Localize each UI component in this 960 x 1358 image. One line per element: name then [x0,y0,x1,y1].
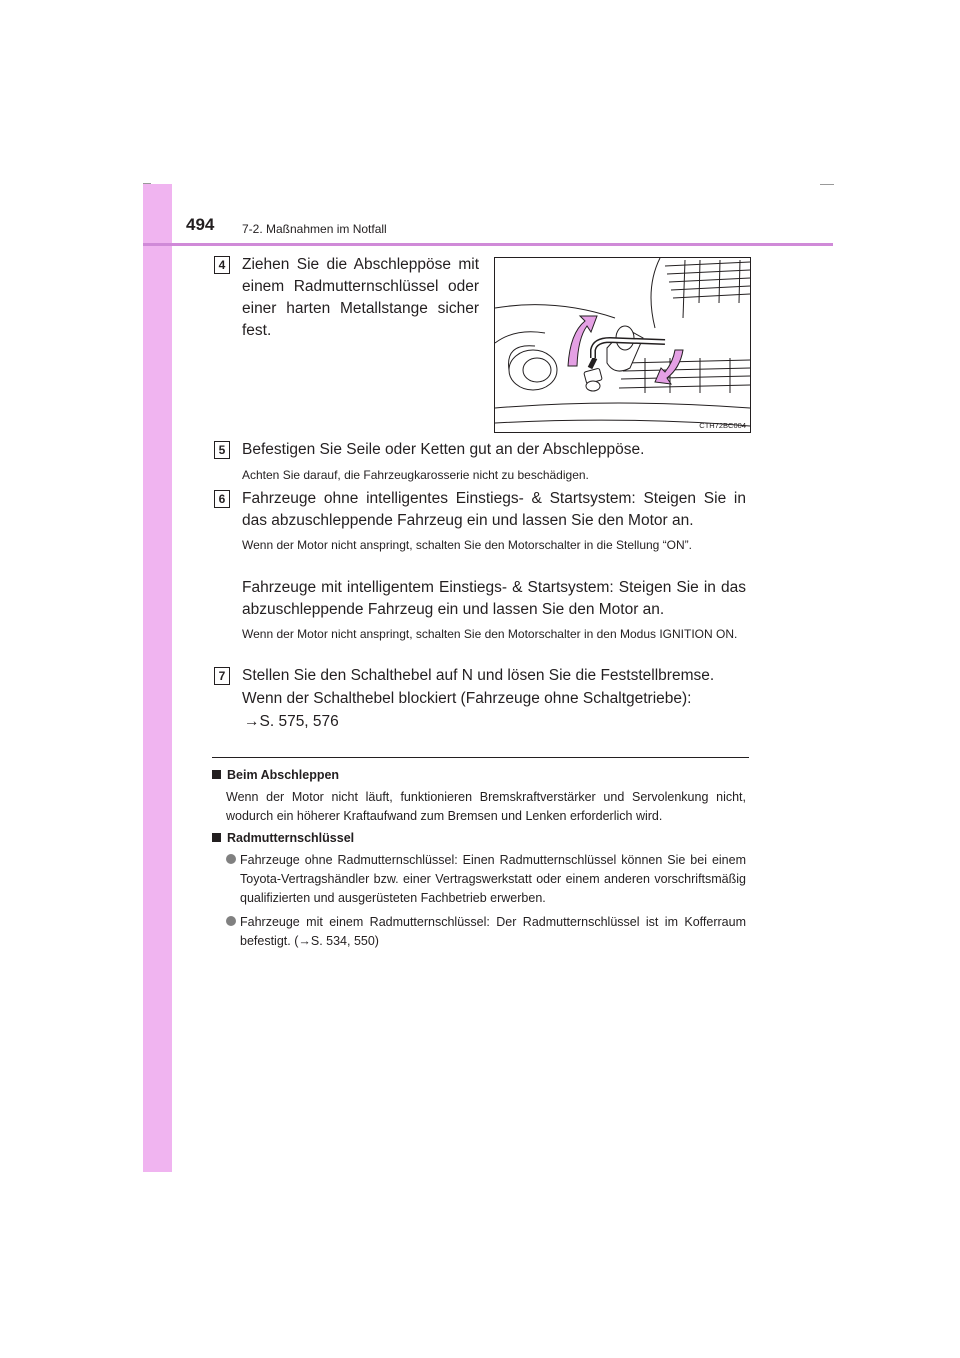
step-4-text: Ziehen Sie die Abschleppöse mit einem Radmutternschlüssel oder einer harten Metallstange sicher fest. [242,256,479,339]
info-heading-text: Radmutternschlüssel [227,831,355,845]
info-bullet-1-text: Fahrzeuge ohne Radmutternschlüssel: Einen Radmutternschlüssel können Sie bei einem Toyota-Vertragshändler bzw. einer Vertragswerkstatt oder einem anderen vorschriftsmäßig qualifizierten und ausgerüsteten Fachbetrieb erwerben. [240,853,746,905]
info-abschleppen-text: Wenn der Motor nicht läuft, funktionieren Bremskraftverstärker und Servolenkung nicht, wodurch ein höherer Kraftaufwand zum Bremsen und Lenken erforderlich wird. [226,790,746,823]
page-number: 494 [186,215,215,234]
info-heading-text: Beim Abschleppen [227,768,340,782]
step-7-page-reference: →S. 575, 576 [244,713,339,730]
step-number-5: 5 [214,441,230,459]
step-5-text: Befestigen Sie Seile oder Ketten gut an der Abschleppöse. [242,441,645,458]
info-heading-abschleppen [212,768,339,782]
info-separator [212,757,749,758]
info-heading-radmutternschluessel [212,831,354,845]
step-5-note: Achten Sie darauf, die Fahrzeugkarosserie nicht zu beschädigen. [242,468,589,482]
crop-mark-right [820,184,834,185]
square-bullet-icon [212,833,221,842]
info-bullet-1 [226,851,746,908]
info-bullet-2-text: Fahrzeuge mit einem Radmutternschlüssel: Der Radmutternschlüssel ist im Kofferraum befestigt. (→S. 534, 550) [240,915,746,948]
section-title: 7-2. Maßnahmen im Notfall [242,222,387,236]
bullet-dot-icon [226,916,236,926]
square-bullet-icon [212,770,221,779]
towing-eye-drawing [495,258,750,432]
step-7-line-1: Stellen Sie den Schalthebel auf N und lösen Sie die Feststellbremse. [242,667,715,684]
crop-mark [143,183,151,184]
header-divider [143,243,833,246]
info-bullet-2 [226,913,746,951]
step-7-line-2: Wenn der Schalthebel blockiert (Fahrzeuge ohne Schaltgetriebe): [242,690,692,707]
step-number-6: 6 [214,490,230,508]
step-6-text: Fahrzeuge ohne intelligentes Einstiegs- & Startsystem: Steigen Sie in das abzuschleppende Fahrzeug ein und lassen Sie den Motor an. [242,490,746,529]
bullet-dot-icon [226,854,236,864]
step-number-7: 7 [214,667,230,685]
step-number-4: 4 [214,256,230,274]
step-6-text-2: Fahrzeuge mit intelligentem Einstiegs- & Startsystem: Steigen Sie in das abzuschleppende Fahrzeug ein und lassen Sie den Motor an. [242,579,746,618]
step-6-note-2: Wenn der Motor nicht anspringt, schalten Sie den Motorschalter in den Modus IGNITION ON. [242,627,738,641]
figure-code: CTH72BC004 [699,421,746,430]
towing-eye-illustration [494,257,751,433]
chapter-sidebar [143,184,172,1172]
step-6-note: Wenn der Motor nicht anspringt, schalten Sie den Motorschalter in die Stellung “ON”. [242,538,692,552]
